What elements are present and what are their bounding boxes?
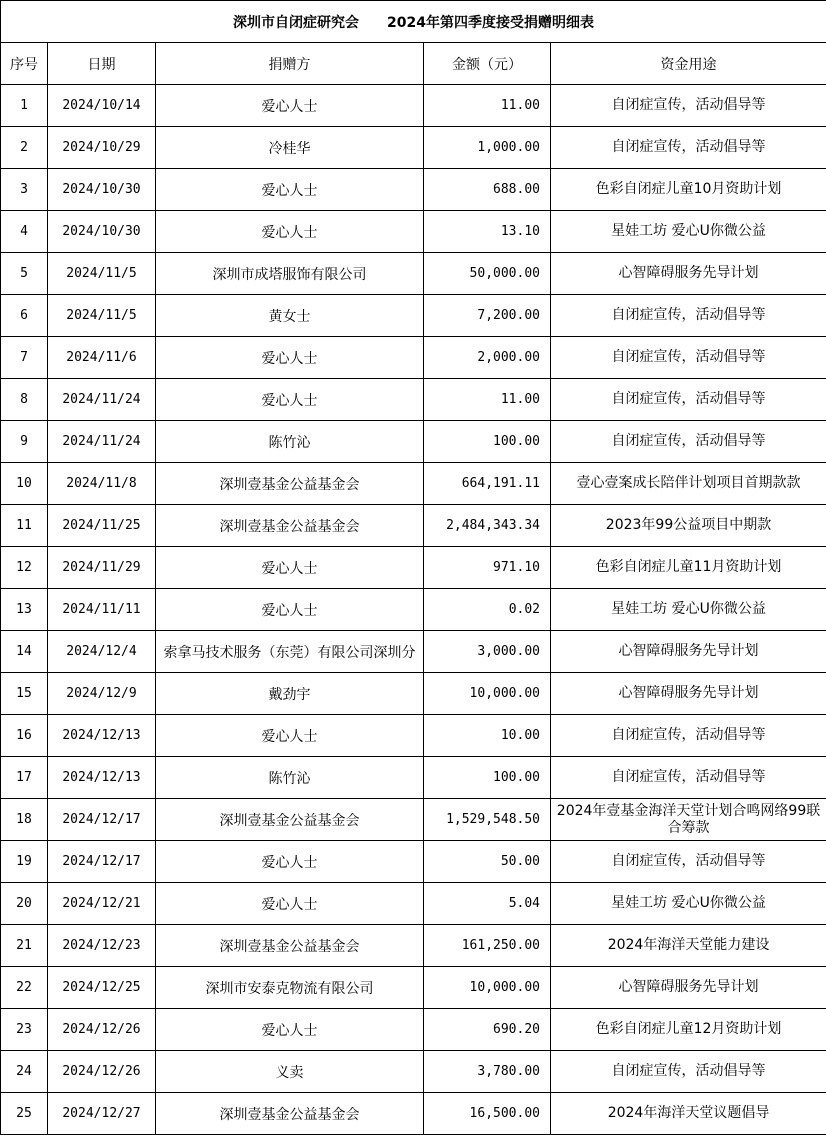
cell-use: 自闭症宣传，活动倡导等 <box>551 421 826 463</box>
cell-amount: 50,000.00 <box>424 253 551 295</box>
cell-date: 2024/12/27 <box>48 1093 156 1135</box>
cell-date: 2024/12/23 <box>48 925 156 967</box>
cell-date: 2024/11/11 <box>48 589 156 631</box>
header-no: 序号 <box>1 43 48 85</box>
cell-date: 2024/12/25 <box>48 967 156 1009</box>
table-row <box>1 421 826 463</box>
cell-donor: 爱心人士 <box>156 379 424 421</box>
cell-use: 自闭症宣传，活动倡导等 <box>551 85 826 127</box>
table-title-row <box>1 1 826 43</box>
cell-donor: 爱心人士 <box>156 169 424 211</box>
cell-donor: 爱心人士 <box>156 883 424 925</box>
cell-donor: 深圳壹基金公益基金会 <box>156 925 424 967</box>
cell-date: 2024/12/17 <box>48 841 156 883</box>
cell-amount: 16,500.00 <box>424 1093 551 1135</box>
cell-use: 自闭症宣传，活动倡导等 <box>551 841 826 883</box>
cell-no: 19 <box>1 841 48 883</box>
cell-donor: 爱心人士 <box>156 547 424 589</box>
cell-amount: 10,000.00 <box>424 673 551 715</box>
table-row <box>1 547 826 589</box>
cell-amount: 690.20 <box>424 1009 551 1051</box>
cell-date: 2024/10/29 <box>48 127 156 169</box>
table-row <box>1 1051 826 1093</box>
table-row <box>1 337 826 379</box>
table-row <box>1 799 826 841</box>
cell-date: 2024/12/26 <box>48 1051 156 1093</box>
cell-no: 6 <box>1 295 48 337</box>
table-row <box>1 841 826 883</box>
cell-donor: 深圳市安泰克物流有限公司 <box>156 967 424 1009</box>
cell-use: 自闭症宣传，活动倡导等 <box>551 379 826 421</box>
cell-no: 3 <box>1 169 48 211</box>
table-row <box>1 925 826 967</box>
cell-use: 色彩自闭症儿童10月资助计划 <box>551 169 826 211</box>
cell-amount: 11.00 <box>424 85 551 127</box>
cell-use: 2024年海洋天堂议题倡导 <box>551 1093 826 1135</box>
cell-date: 2024/10/14 <box>48 85 156 127</box>
cell-no: 24 <box>1 1051 48 1093</box>
cell-donor: 冷桂华 <box>156 127 424 169</box>
header-date: 日期 <box>48 43 156 85</box>
cell-date: 2024/11/5 <box>48 253 156 295</box>
cell-date: 2024/10/30 <box>48 211 156 253</box>
table-row <box>1 379 826 421</box>
cell-no: 20 <box>1 883 48 925</box>
table-title <box>1 1 826 43</box>
table-row <box>1 1009 826 1051</box>
table-row <box>1 127 826 169</box>
table-row <box>1 589 826 631</box>
cell-amount: 3,780.00 <box>424 1051 551 1093</box>
cell-no: 15 <box>1 673 48 715</box>
cell-donor: 深圳壹基金公益基金会 <box>156 799 424 841</box>
cell-no: 14 <box>1 631 48 673</box>
cell-date: 2024/11/25 <box>48 505 156 547</box>
table-row <box>1 883 826 925</box>
cell-amount: 13.10 <box>424 211 551 253</box>
cell-date: 2024/12/9 <box>48 673 156 715</box>
cell-amount: 7,200.00 <box>424 295 551 337</box>
cell-no: 17 <box>1 757 48 799</box>
cell-use: 自闭症宣传，活动倡导等 <box>551 127 826 169</box>
table-row <box>1 85 826 127</box>
cell-donor: 爱心人士 <box>156 715 424 757</box>
cell-no: 11 <box>1 505 48 547</box>
cell-use: 自闭症宣传，活动倡导等 <box>551 715 826 757</box>
cell-no: 16 <box>1 715 48 757</box>
cell-amount: 5.04 <box>424 883 551 925</box>
cell-date: 2024/10/30 <box>48 169 156 211</box>
cell-use: 星娃工坊 爱心U你微公益 <box>551 589 826 631</box>
cell-use: 2023年99公益项目中期款 <box>551 505 826 547</box>
cell-amount: 971.10 <box>424 547 551 589</box>
cell-amount: 100.00 <box>424 757 551 799</box>
cell-use: 心智障碍服务先导计划 <box>551 673 826 715</box>
cell-amount: 3,000.00 <box>424 631 551 673</box>
cell-use: 自闭症宣传，活动倡导等 <box>551 337 826 379</box>
cell-use: 星娃工坊 爱心U你微公益 <box>551 211 826 253</box>
cell-date: 2024/12/13 <box>48 757 156 799</box>
header-donor: 捐赠方 <box>156 43 424 85</box>
cell-date: 2024/11/24 <box>48 421 156 463</box>
cell-donor: 爱心人士 <box>156 211 424 253</box>
cell-donor: 深圳壹基金公益基金会 <box>156 1093 424 1135</box>
cell-use: 心智障碍服务先导计划 <box>551 967 826 1009</box>
cell-amount: 10,000.00 <box>424 967 551 1009</box>
cell-use: 心智障碍服务先导计划 <box>551 631 826 673</box>
cell-donor: 爱心人士 <box>156 841 424 883</box>
table-row <box>1 253 826 295</box>
cell-amount: 100.00 <box>424 421 551 463</box>
cell-amount: 10.00 <box>424 715 551 757</box>
cell-use: 自闭症宣传，活动倡导等 <box>551 757 826 799</box>
cell-no: 8 <box>1 379 48 421</box>
cell-no: 7 <box>1 337 48 379</box>
cell-date: 2024/12/13 <box>48 715 156 757</box>
table-row <box>1 715 826 757</box>
cell-date: 2024/12/4 <box>48 631 156 673</box>
cell-amount: 1,529,548.50 <box>424 799 551 841</box>
cell-use: 自闭症宣传，活动倡导等 <box>551 295 826 337</box>
cell-no: 22 <box>1 967 48 1009</box>
cell-donor: 爱心人士 <box>156 1009 424 1051</box>
cell-donor: 戴劲宇 <box>156 673 424 715</box>
cell-date: 2024/11/5 <box>48 295 156 337</box>
cell-use: 2024年壹基金海洋天堂计划合鸣网络99联合筹款 <box>551 799 826 841</box>
cell-amount: 2,000.00 <box>424 337 551 379</box>
cell-use: 色彩自闭症儿童11月资助计划 <box>551 547 826 589</box>
cell-no: 13 <box>1 589 48 631</box>
cell-donor: 陈竹沁 <box>156 421 424 463</box>
table-row <box>1 463 826 505</box>
cell-no: 2 <box>1 127 48 169</box>
title-report: 2024年第四季度接受捐赠明细表 <box>387 14 594 31</box>
cell-no: 18 <box>1 799 48 841</box>
table-header-row <box>1 43 826 85</box>
cell-donor: 黄女士 <box>156 295 424 337</box>
cell-donor: 爱心人士 <box>156 85 424 127</box>
cell-date: 2024/11/29 <box>48 547 156 589</box>
cell-date: 2024/12/17 <box>48 799 156 841</box>
cell-donor: 义卖 <box>156 1051 424 1093</box>
table-row <box>1 757 826 799</box>
header-amount: 金额（元） <box>424 43 551 85</box>
cell-donor: 深圳市成塔服饰有限公司 <box>156 253 424 295</box>
cell-amount: 50.00 <box>424 841 551 883</box>
cell-date: 2024/12/26 <box>48 1009 156 1051</box>
table-row <box>1 967 826 1009</box>
cell-no: 12 <box>1 547 48 589</box>
cell-donor: 深圳壹基金公益基金会 <box>156 505 424 547</box>
cell-no: 9 <box>1 421 48 463</box>
cell-donor: 索拿马技术服务（东莞）有限公司深圳分 <box>156 631 424 673</box>
cell-no: 25 <box>1 1093 48 1135</box>
cell-date: 2024/11/8 <box>48 463 156 505</box>
cell-amount: 1,000.00 <box>424 127 551 169</box>
cell-date: 2024/11/24 <box>48 379 156 421</box>
table-row <box>1 295 826 337</box>
cell-use: 自闭症宣传，活动倡导等 <box>551 1051 826 1093</box>
cell-no: 10 <box>1 463 48 505</box>
cell-no: 21 <box>1 925 48 967</box>
header-use: 资金用途 <box>551 43 826 85</box>
cell-use: 2024年海洋天堂能力建设 <box>551 925 826 967</box>
cell-donor: 陈竹沁 <box>156 757 424 799</box>
cell-no: 23 <box>1 1009 48 1051</box>
cell-no: 5 <box>1 253 48 295</box>
cell-amount: 11.00 <box>424 379 551 421</box>
table-row <box>1 631 826 673</box>
table-row <box>1 211 826 253</box>
cell-amount: 688.00 <box>424 169 551 211</box>
table-row <box>1 673 826 715</box>
cell-donor: 深圳壹基金公益基金会 <box>156 463 424 505</box>
cell-amount: 0.02 <box>424 589 551 631</box>
cell-date: 2024/12/21 <box>48 883 156 925</box>
cell-amount: 161,250.00 <box>424 925 551 967</box>
cell-no: 4 <box>1 211 48 253</box>
cell-amount: 664,191.11 <box>424 463 551 505</box>
cell-no: 1 <box>1 85 48 127</box>
title-org: 深圳市自闭症研究会 <box>233 14 360 31</box>
table-row <box>1 505 826 547</box>
cell-use: 壹心壹案成长陪伴计划项目首期款款 <box>551 463 826 505</box>
cell-use: 心智障碍服务先导计划 <box>551 253 826 295</box>
cell-use: 星娃工坊 爱心U你微公益 <box>551 883 826 925</box>
cell-donor: 爱心人士 <box>156 589 424 631</box>
cell-donor: 爱心人士 <box>156 337 424 379</box>
cell-use: 色彩自闭症儿童12月资助计划 <box>551 1009 826 1051</box>
cell-amount: 2,484,343.34 <box>424 505 551 547</box>
table-row <box>1 169 826 211</box>
cell-date: 2024/11/6 <box>48 337 156 379</box>
table-row <box>1 1093 826 1135</box>
